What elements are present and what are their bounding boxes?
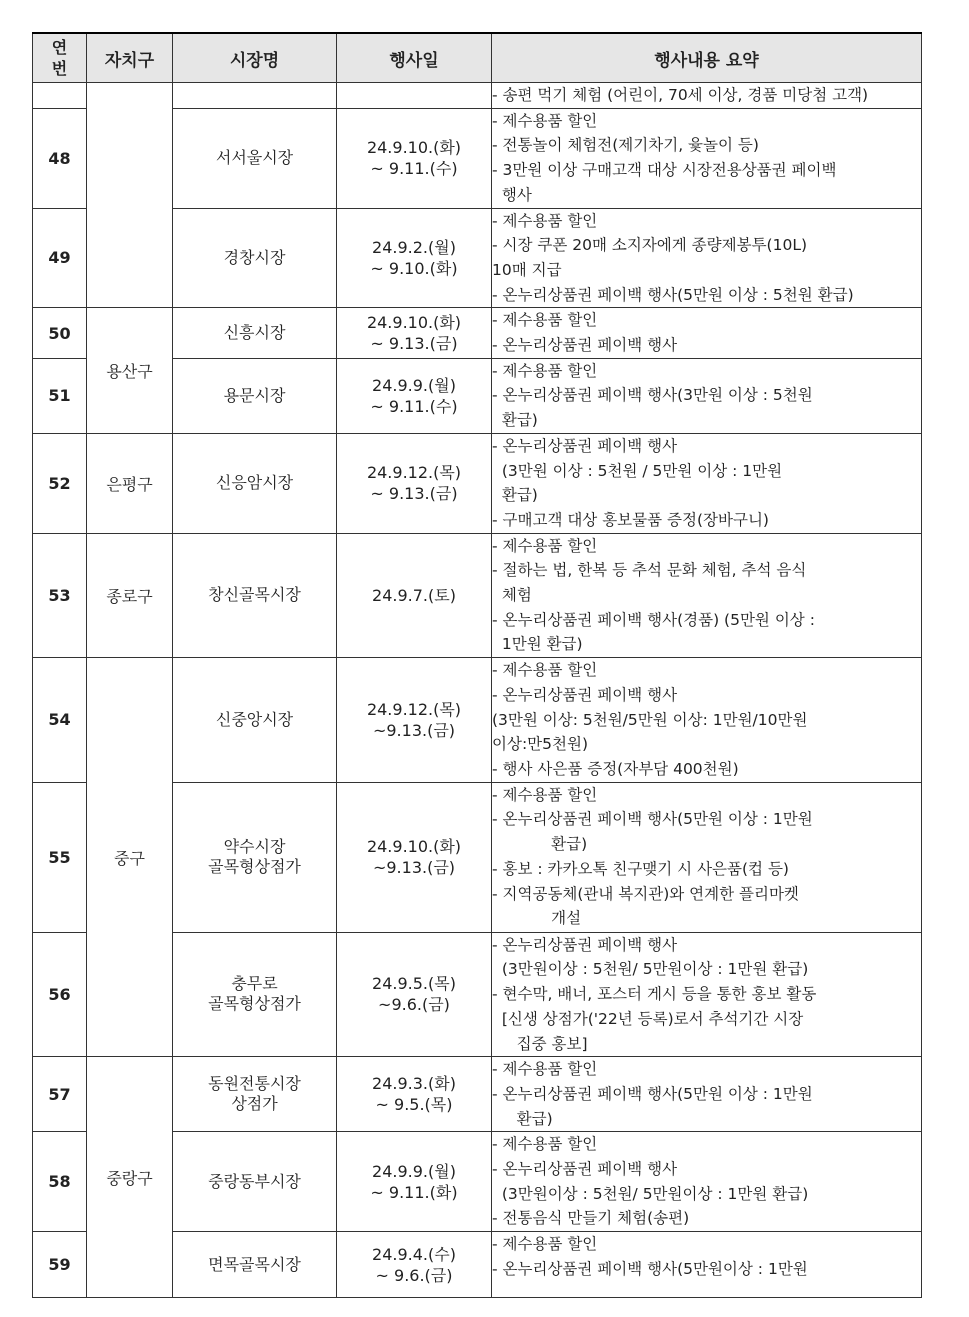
continuation-row bbox=[33, 83, 922, 109]
event-date-line: ~ 9.6.(금) bbox=[375, 1265, 453, 1285]
event-summary-line: - 온누리상품권 페이백 행사 bbox=[492, 336, 678, 355]
table-row bbox=[33, 433, 922, 533]
event-date-line: 24.9.2.(월) bbox=[372, 237, 456, 257]
event-date-line: 24.9.7.(토) bbox=[372, 585, 456, 605]
event-summary-line: - 제수용품 할인 bbox=[492, 536, 598, 555]
event-date-line: 24.9.10.(화) bbox=[366, 837, 462, 857]
district-cell: 용산구 bbox=[87, 308, 173, 434]
market-name-line: 골목형상점가 bbox=[208, 857, 301, 877]
header-row bbox=[33, 33, 922, 83]
event-date-line: ~9.13.(금) bbox=[372, 858, 456, 878]
event-summary-line: - 지역공동체(관내 복지관)와 연계한 플리마켓 bbox=[492, 884, 799, 903]
event-date bbox=[337, 1057, 492, 1132]
event-date bbox=[337, 1132, 492, 1232]
event-date bbox=[337, 932, 492, 1057]
market-name-line: 골목형상점가 bbox=[208, 994, 301, 1014]
event-summary-line: - 온누리상품권 페이백 행사(5만원 이상 : 1만원 bbox=[492, 1084, 813, 1103]
market-name-line: 충무로 bbox=[231, 974, 278, 994]
event-date bbox=[337, 533, 492, 658]
event-date-line: 24.9.9.(월) bbox=[372, 375, 456, 395]
market-name-line: 약수시장 bbox=[223, 837, 286, 857]
event-date-line: ~9.6.(금) bbox=[378, 995, 450, 1015]
event-summary-line: - 제수용품 할인 bbox=[492, 785, 598, 804]
event-date-line: 24.9.12.(목) bbox=[366, 699, 462, 719]
event-summary-line: - 현수막, 배너, 포스터 게시 등을 통한 홍보 활동 bbox=[492, 985, 817, 1004]
event-summary-line: 10매 지급 bbox=[492, 260, 562, 279]
event-summary-line: - 온누리상품권 페이백 행사(5만원이상 : 1만원 bbox=[492, 1259, 808, 1278]
event-date bbox=[337, 1232, 492, 1298]
event-summary bbox=[492, 782, 922, 932]
row-number: 53 bbox=[33, 533, 87, 658]
event-date-line: ~ 9.5.(목) bbox=[375, 1095, 453, 1115]
event-summary-line: - 온누리상품권 페이백 행사(5만원 이상 : 5천원 환급) bbox=[492, 285, 854, 304]
event-summary-line: (3만원이상 : 5천원/ 5만원이상 : 1만원 환급) bbox=[492, 1184, 809, 1203]
event-summary bbox=[492, 533, 922, 658]
event-summary bbox=[492, 208, 922, 308]
market-name: 신중앙시장 bbox=[173, 658, 337, 783]
market-name bbox=[173, 1057, 337, 1132]
event-date-line: 24.9.5.(목) bbox=[372, 974, 456, 994]
event-summary-line: 1만원 환급) bbox=[492, 635, 583, 654]
row-number: 50 bbox=[33, 308, 87, 358]
row-number: 59 bbox=[33, 1232, 87, 1298]
event-summary-line: 환급) bbox=[492, 835, 588, 854]
event-date bbox=[337, 782, 492, 932]
event-summary-line: - 행사 사은품 증정(자부담 400천원) bbox=[492, 759, 739, 778]
table-row bbox=[33, 533, 922, 658]
event-summary-line: - 온누리상품권 페이백 행사(5만원 이상 : 1만원 bbox=[492, 810, 813, 829]
row-number: 57 bbox=[33, 1057, 87, 1132]
event-summary-line: (3만원이상 : 5천원/ 5만원이상 : 1만원 환급) bbox=[492, 960, 809, 979]
market-name-line: 동원전통시장 bbox=[208, 1074, 301, 1094]
row-number: 55 bbox=[33, 782, 87, 932]
event-summary bbox=[492, 308, 922, 358]
event-summary-line: - 제수용품 할인 bbox=[492, 1135, 598, 1154]
market-name-line: 상점가 bbox=[231, 1094, 278, 1114]
event-summary-line: 행사 bbox=[492, 185, 532, 204]
row-number: 52 bbox=[33, 433, 87, 533]
header-district: 자치구 bbox=[87, 33, 173, 83]
event-date bbox=[337, 83, 492, 109]
row-number: 51 bbox=[33, 358, 87, 433]
district-cell: 은평구 bbox=[87, 433, 173, 533]
row-number bbox=[33, 83, 87, 109]
event-date-line: ~ 9.11.(화) bbox=[370, 1182, 458, 1202]
event-date-line: ~9.13.(금) bbox=[372, 720, 456, 740]
event-date-line: 24.9.10.(화) bbox=[366, 313, 462, 333]
row-number: 48 bbox=[33, 108, 87, 208]
market-name bbox=[173, 932, 337, 1057]
event-summary bbox=[492, 108, 922, 208]
row-number: 56 bbox=[33, 932, 87, 1057]
event-summary bbox=[492, 1132, 922, 1232]
table-row bbox=[33, 658, 922, 783]
market-name: 경창시장 bbox=[173, 208, 337, 308]
row-number: 49 bbox=[33, 208, 87, 308]
event-date bbox=[337, 208, 492, 308]
event-summary-line: - 온누리상품권 페이백 행사 bbox=[492, 685, 678, 704]
event-summary-line: - 온누리상품권 페이백 행사 bbox=[492, 436, 678, 455]
header-summary: 행사내용 요약 bbox=[492, 33, 922, 83]
event-summary-line: - 송편 먹기 체험 (어린이, 70세 이상, 경품 미당첨 고객) bbox=[492, 86, 869, 104]
event-summary-line: - 제수용품 할인 bbox=[492, 361, 598, 380]
event-summary-line: (3만원 이상: 5천원/5만원 이상: 1만원/10만원 bbox=[492, 710, 808, 729]
event-summary-line: - 온누리상품권 페이백 행사 bbox=[492, 935, 678, 954]
market-name bbox=[173, 782, 337, 932]
event-summary-line: - 홍보 : 카카오톡 친구맺기 시 사은품(컵 등) bbox=[492, 859, 789, 878]
market-name: 중랑동부시장 bbox=[173, 1132, 337, 1232]
event-summary-line: 환급) bbox=[492, 411, 538, 430]
event-date-line: 24.9.4.(수) bbox=[372, 1244, 456, 1264]
event-date-line: 24.9.10.(화) bbox=[366, 138, 462, 158]
event-date-line: ~ 9.11.(수) bbox=[370, 396, 458, 416]
event-summary bbox=[492, 1232, 922, 1298]
market-name: 용문시장 bbox=[173, 358, 337, 433]
event-summary bbox=[492, 358, 922, 433]
event-date-line: ~ 9.13.(금) bbox=[370, 484, 458, 504]
event-date bbox=[337, 433, 492, 533]
event-summary bbox=[492, 433, 922, 533]
event-summary-line: - 제수용품 할인 bbox=[492, 311, 598, 330]
market-name: 창신골목시장 bbox=[173, 533, 337, 658]
event-summary-line: (3만원 이상 : 5천원 / 5만원 이상 : 1만원 bbox=[492, 461, 783, 480]
event-summary-line: - 제수용품 할인 bbox=[492, 1060, 598, 1079]
event-summary-line: - 전통놀이 체험전(제기차기, 윷놀이 등) bbox=[492, 136, 759, 155]
market-name: 신응암시장 bbox=[173, 433, 337, 533]
header-date: 행사일 bbox=[337, 33, 492, 83]
event-date bbox=[337, 658, 492, 783]
event-summary-line: - 제수용품 할인 bbox=[492, 111, 598, 130]
event-summary-line: - 온누리상품권 페이백 행사(3만원 이상 : 5천원 bbox=[492, 386, 813, 405]
event-summary-line: 이상:만5천원) bbox=[492, 735, 588, 754]
event-date bbox=[337, 108, 492, 208]
event-summary-line: 집중 홍보] bbox=[492, 1034, 588, 1053]
event-summary-line: - 구매고객 대상 홍보물품 증정(장바구니) bbox=[492, 510, 769, 529]
row-number: 58 bbox=[33, 1132, 87, 1232]
header-num-text: 연 번 bbox=[51, 38, 68, 78]
event-date-line: 24.9.12.(목) bbox=[366, 463, 462, 483]
event-date-line: ~ 9.13.(금) bbox=[370, 334, 458, 354]
event-date bbox=[337, 308, 492, 358]
event-date-line: ~ 9.11.(수) bbox=[370, 159, 458, 179]
event-summary-line: - 온누리상품권 페이백 행사 bbox=[492, 1160, 678, 1179]
events-table bbox=[32, 32, 922, 1298]
header-market: 시장명 bbox=[173, 33, 337, 83]
market-name bbox=[173, 83, 337, 109]
district-cell: 중구 bbox=[87, 658, 173, 1057]
event-date-line: ~ 9.10.(화) bbox=[370, 258, 458, 278]
event-summary-line: - 제수용품 할인 bbox=[492, 661, 598, 680]
market-name: 면목골목시장 bbox=[173, 1232, 337, 1298]
event-summary-line: - 제수용품 할인 bbox=[492, 1235, 598, 1254]
event-summary-line: 환급) bbox=[492, 486, 538, 505]
event-date bbox=[337, 358, 492, 433]
event-date-line: 24.9.3.(화) bbox=[372, 1074, 456, 1094]
event-summary-line: [신생 상점가('22년 등록)로서 추석기간 시장 bbox=[492, 1009, 804, 1028]
event-summary-line: 체험 bbox=[492, 586, 532, 605]
event-summary-line: - 온누리상품권 페이백 행사(경품) (5만원 이상 : bbox=[492, 610, 815, 629]
row-number: 54 bbox=[33, 658, 87, 783]
market-name: 서서울시장 bbox=[173, 108, 337, 208]
header-num bbox=[33, 33, 87, 83]
event-summary-line: 환급) bbox=[492, 1109, 553, 1128]
event-summary-line: - 시장 쿠폰 20매 소지자에게 종량제봉투(10L) bbox=[492, 236, 808, 255]
event-date-line: 24.9.9.(월) bbox=[372, 1161, 456, 1181]
event-summary-line: - 전통음식 만들기 체험(송편) bbox=[492, 1209, 690, 1228]
event-summary-line: - 제수용품 할인 bbox=[492, 211, 598, 230]
event-summary bbox=[492, 932, 922, 1057]
event-summary-line: 개설 bbox=[492, 909, 582, 928]
event-summary bbox=[492, 83, 922, 109]
event-summary bbox=[492, 1057, 922, 1132]
event-summary-line: - 절하는 법, 한복 등 추석 문화 체험, 추석 음식 bbox=[492, 561, 807, 580]
event-summary bbox=[492, 658, 922, 783]
event-summary-line: - 3만원 이상 구매고객 대상 시장전용상품권 페이백 bbox=[492, 161, 837, 180]
district-cell bbox=[87, 83, 173, 308]
district-cell: 종로구 bbox=[87, 533, 173, 658]
district-cell: 중랑구 bbox=[87, 1057, 173, 1298]
market-name: 신흥시장 bbox=[173, 308, 337, 358]
table-row bbox=[33, 1057, 922, 1132]
table-row bbox=[33, 308, 922, 358]
